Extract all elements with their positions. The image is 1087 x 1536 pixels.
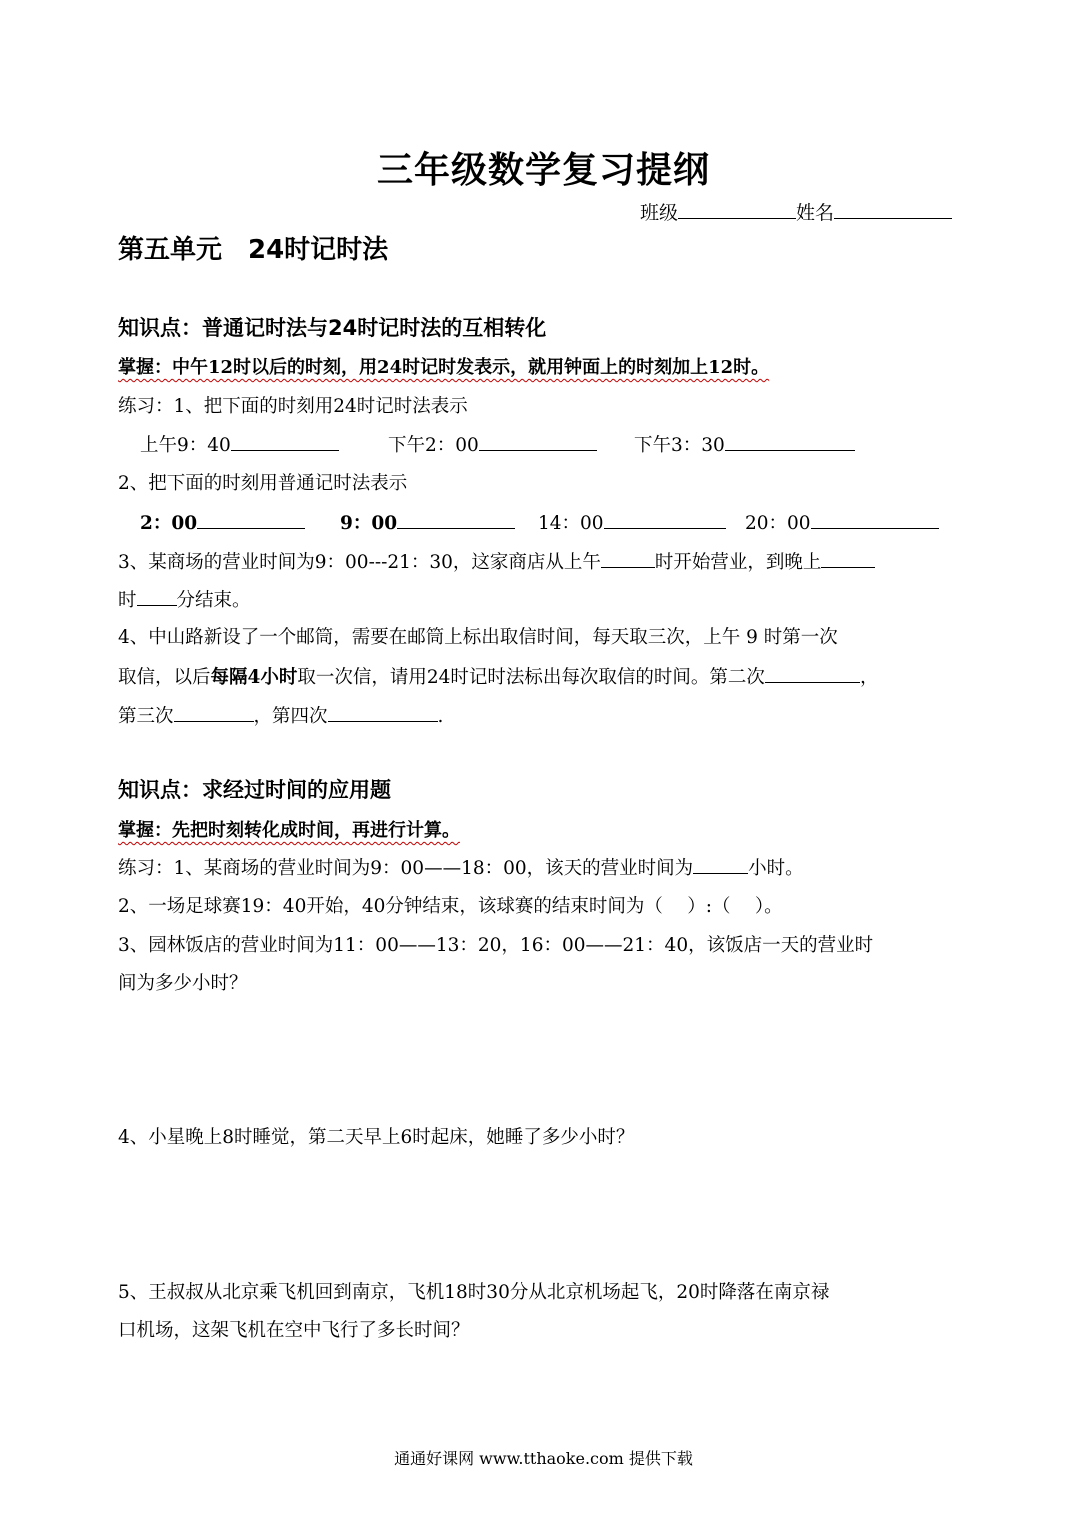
answer-blank[interactable] <box>601 547 655 568</box>
answer-blank[interactable] <box>725 430 855 451</box>
ex2-item-2: 9：00 <box>340 508 515 535</box>
section2-ex1: 练习：1、某商场的营业时间为9：00——18：00，该天的营业时间为 小时。 <box>118 853 804 880</box>
answer-blank[interactable] <box>174 701 254 722</box>
answer-blank[interactable] <box>821 547 875 568</box>
answer-blank[interactable] <box>137 585 177 606</box>
ex2-item-1: 2：00 <box>140 508 305 535</box>
section1-heading: 知识点：普通记时法与24时记时法的互相转化 <box>118 316 547 340</box>
page-title: 三年级数学复习提纲 <box>376 150 710 191</box>
section1-ex4-line1: 4、中山路新设了一个邮筒，需要在邮筒上标出取信时间，每天取三次，上午 9 时第一次 <box>118 627 838 648</box>
section1-ex2-prompt: 2、把下面的时刻用普通记时法表示 <box>118 473 408 494</box>
section2-ex3-line2: 间为多少小时？ <box>118 973 248 994</box>
section1-master: 掌握：中午12时以后的时刻，用24时记时发表示，就用钟面上的时刻加上12时。 <box>118 357 770 378</box>
answer-blank[interactable] <box>811 508 939 529</box>
answer-blank[interactable] <box>328 701 438 722</box>
name-label: 姓名 <box>796 202 835 224</box>
answer-blank[interactable] <box>231 430 339 451</box>
ex2-item-3: 14：00 <box>538 508 726 535</box>
ex1-item-2: 下午2：00 <box>388 430 597 457</box>
footer-credit: 通通好课网 www.tthaoke.com 提供下载 <box>394 1449 693 1468</box>
answer-blank[interactable] <box>693 853 748 874</box>
answer-blank[interactable] <box>479 430 597 451</box>
class-blank[interactable] <box>678 198 796 219</box>
name-blank[interactable] <box>834 198 952 219</box>
section2-ex4: 4、小星晚上8时睡觉，第二天早上6时起床，她睡了多少小时？ <box>118 1127 635 1148</box>
section1-ex4-line2: 取信，以后每隔4小时取一次信，请用24时记时法标出每次取信的时间。第二次 ， <box>118 662 878 689</box>
ex1-item-3: 下午3：30 <box>634 430 855 457</box>
section2-master: 掌握：先把时刻转化成时间，再进行计算。 <box>118 820 460 841</box>
section1-ex4-line3: 第三次 ，第四次 . <box>118 701 443 728</box>
ex1-item-1: 上午9：40 <box>140 430 339 457</box>
section2-ex2: 2、一场足球赛19：40开始，40分钟结束，该球赛的结束时间为（ ）:（ ）。 <box>118 896 783 917</box>
ex2-item-4: 20：00 <box>745 508 939 535</box>
section2-heading: 知识点：求经过时间的应用题 <box>118 778 391 802</box>
answer-blank[interactable] <box>604 508 726 529</box>
unit-heading: 第五单元 24时记时法 <box>118 235 389 265</box>
section1-ex1-prompt: 练习：1、把下面的时刻用24时记时法表示 <box>118 396 468 417</box>
section2-ex3-line1: 3、园林饭店的营业时间为11：00——13：20，16：00——21：40，该饭店一天的营业时 <box>118 935 874 956</box>
section1-ex3: 3、某商场的营业时间为9：00---21：30，这家商店从上午 时开始营业，到晚上 <box>118 547 875 574</box>
section2-ex5-line2: 口机场，这架飞机在空中飞行了多长时间？ <box>118 1320 470 1341</box>
section2-ex5-line1: 5、王叔叔从北京乘飞机回到南京，飞机18时30分从北京机场起飞，20时降落在南京禄 <box>118 1282 830 1303</box>
answer-blank[interactable] <box>397 508 515 529</box>
answer-blank[interactable] <box>197 508 305 529</box>
answer-blank[interactable] <box>765 662 860 683</box>
section1-ex3-cont: 时 分结束。 <box>118 585 251 612</box>
class-label: 班级 <box>640 202 679 224</box>
header-fields <box>640 198 952 225</box>
